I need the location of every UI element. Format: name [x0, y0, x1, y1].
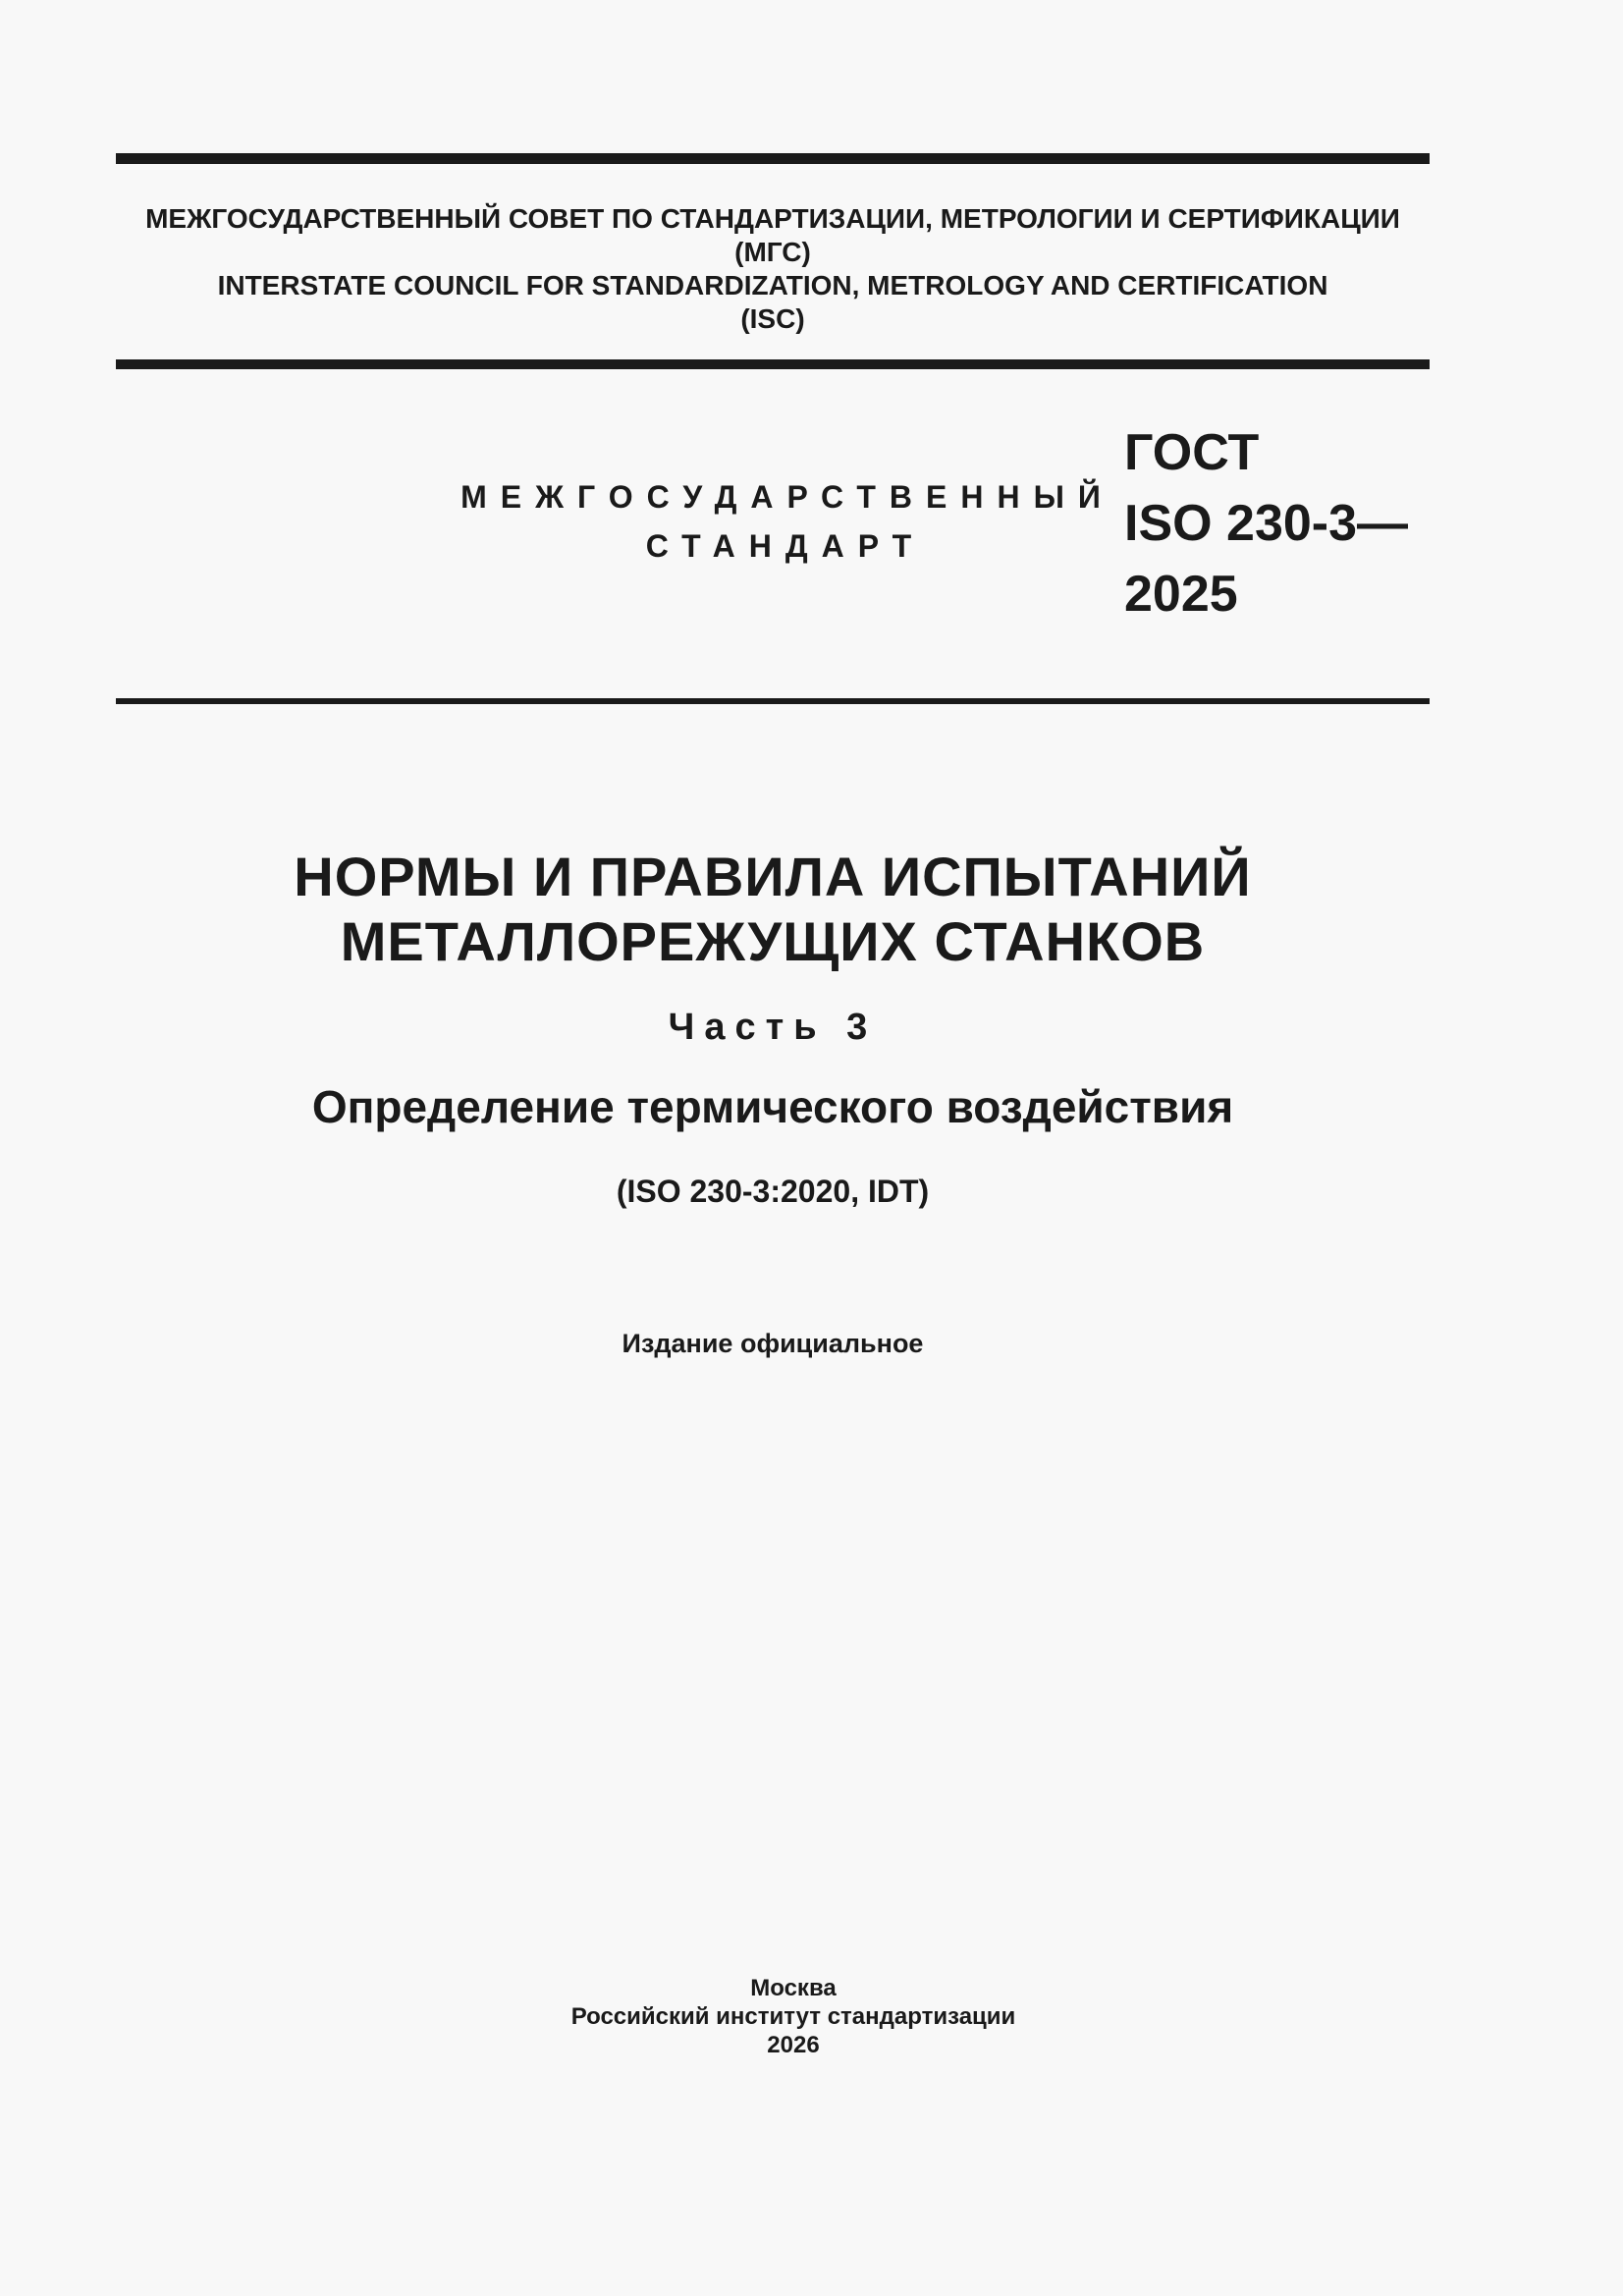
council-name-en: INTERSTATE COUNCIL FOR STANDARDIZATION, METROLOGY AND CERTIFICATION: [217, 270, 1328, 301]
imprint: [410, 1974, 1176, 2059]
imprint-year: 2026: [767, 2032, 820, 2058]
document-title: [116, 845, 1430, 974]
standard-code-line3: 2025: [1124, 566, 1238, 623]
divider-rule: [116, 698, 1430, 704]
standard-code-line2: ISO 230-3—: [1124, 495, 1409, 552]
standard-code-line1: ГОСТ: [1124, 424, 1260, 481]
edition-label: Издание официальное: [622, 1329, 924, 1358]
title-line1: НОРМЫ И ПРАВИЛА ИСПЫТАНИЙ: [294, 846, 1252, 907]
council-header: [116, 202, 1430, 336]
standard-kind-line1: МЕЖГОСУДАРСТВЕННЫЙ: [460, 479, 1114, 515]
council-abbr-ru: (МГС): [734, 237, 811, 267]
top-rule: [116, 153, 1430, 164]
part-label: Часть 3: [668, 1007, 878, 1048]
document-subtitle: Определение термического воздействия: [311, 1081, 1234, 1132]
council-name-ru: МЕЖГОСУДАРСТВЕННЫЙ СОВЕТ ПО СТАНДАРТИЗАЦИИ, МЕТРОЛОГИИ И СЕРТИФИКАЦИИ: [145, 203, 1400, 234]
standard-kind-line2: СТАНДАРТ: [645, 528, 926, 564]
standard-code: [1124, 417, 1408, 629]
imprint-publisher: Российский институт стандартизации: [570, 2003, 1016, 2030]
imprint-city: Москва: [750, 1975, 837, 2001]
council-abbr-en: (ISC): [740, 303, 805, 334]
title-line2: МЕТАЛЛОРЕЖУЩИХ СТАНКОВ: [340, 910, 1206, 972]
header-rule: [116, 359, 1430, 369]
iso-reference: (ISO 230-3:2020, IDT): [616, 1174, 930, 1209]
